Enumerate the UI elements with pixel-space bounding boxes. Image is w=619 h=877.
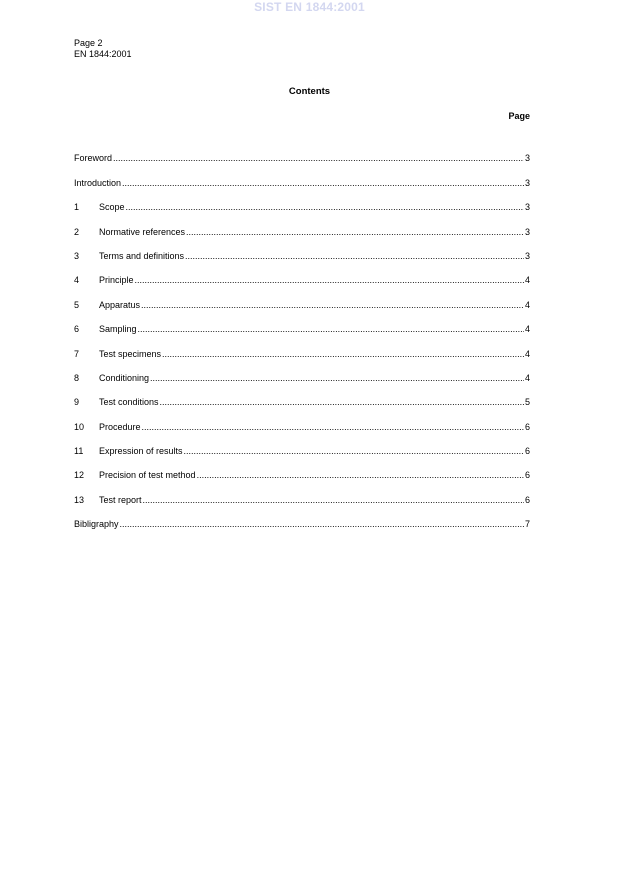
toc-entry-label: Scope xyxy=(99,202,125,213)
toc-entry-number: 11 xyxy=(74,446,84,457)
toc-entry-page: 3 xyxy=(524,202,530,213)
toc-entry-number: 5 xyxy=(74,299,80,310)
toc-entry-label: Foreword xyxy=(74,153,113,164)
toc-dot-leader xyxy=(138,324,524,335)
toc-entry-number: 8 xyxy=(74,372,80,383)
toc-entry-page: 4 xyxy=(524,372,530,383)
toc-dot-leader xyxy=(122,178,524,189)
toc-entry-page: 4 xyxy=(524,348,530,359)
toc-dot-leader xyxy=(150,373,524,384)
toc-entry-label: Precision of test method xyxy=(99,470,196,481)
toc-dot-leader xyxy=(142,422,524,433)
toc-entry-number: 9 xyxy=(74,397,80,408)
toc-entry[interactable] xyxy=(74,262,530,286)
toc-dot-leader xyxy=(185,251,524,262)
toc-entry-label: Expression of results xyxy=(99,446,183,457)
toc-entry[interactable] xyxy=(74,384,530,408)
toc-entry-number: 10 xyxy=(74,421,85,432)
toc-dot-leader xyxy=(143,495,524,506)
toc-entry-number: 3 xyxy=(74,250,80,261)
toc-dot-leader xyxy=(120,519,524,530)
toc-entry-number: 7 xyxy=(74,348,80,359)
toc-entry-page: 5 xyxy=(524,397,530,408)
toc-entry[interactable] xyxy=(74,213,530,237)
toc-entry-label: Principle xyxy=(99,275,134,286)
toc-entry-number: 12 xyxy=(74,470,85,481)
toc-dot-leader xyxy=(113,153,524,164)
toc-entry-number: 13 xyxy=(74,494,85,505)
toc-dot-leader xyxy=(141,300,524,311)
toc-entry[interactable] xyxy=(74,164,530,188)
toc-entry[interactable] xyxy=(74,335,530,359)
toc-dot-leader xyxy=(135,275,524,286)
toc-dot-leader xyxy=(197,470,524,481)
toc-entry-page: 3 xyxy=(524,177,530,188)
table-of-contents xyxy=(74,140,530,530)
toc-entry-page: 4 xyxy=(524,275,530,286)
toc-entry-number: 2 xyxy=(74,226,80,237)
toc-entry-page: 3 xyxy=(524,226,530,237)
toc-entry[interactable] xyxy=(74,189,530,213)
toc-dot-leader xyxy=(126,202,524,213)
toc-entry-label: Test specimens xyxy=(99,348,162,359)
toc-dot-leader xyxy=(162,349,524,360)
toc-entry-label: Terms and definitions xyxy=(99,250,185,261)
toc-entry-label: Test conditions xyxy=(99,397,159,408)
toc-title: Contents xyxy=(288,86,331,97)
toc-entry[interactable] xyxy=(74,360,530,384)
toc-entry-number: 1 xyxy=(74,202,80,213)
toc-entry-number: 6 xyxy=(74,324,80,335)
toc-entry-page: 3 xyxy=(524,250,530,261)
toc-dot-leader xyxy=(186,227,524,238)
standard-id: EN 1844:2001 xyxy=(74,49,132,59)
toc-entry-label: Test report xyxy=(99,494,142,505)
toc-entry-number: 4 xyxy=(74,275,80,286)
toc-entry[interactable] xyxy=(74,408,530,432)
toc-entry[interactable] xyxy=(74,140,530,164)
toc-entry[interactable] xyxy=(74,457,530,481)
page-number-label: Page 2 xyxy=(74,38,103,48)
toc-entry-page: 7 xyxy=(524,519,530,530)
toc-entry-page: 6 xyxy=(524,494,530,505)
toc-entry-label: Sampling xyxy=(99,324,137,335)
toc-entry-label: Introduction xyxy=(74,177,122,188)
toc-entry-page: 3 xyxy=(524,153,530,164)
page-header xyxy=(74,38,132,60)
toc-entry-label: Normative references xyxy=(99,226,186,237)
toc-entry-page: 6 xyxy=(524,421,530,432)
toc-entry-label: Bibligraphy xyxy=(74,519,119,530)
toc-entry-page: 4 xyxy=(524,324,530,335)
toc-entry-label: Procedure xyxy=(99,421,141,432)
toc-entry[interactable] xyxy=(74,481,530,505)
toc-entry[interactable] xyxy=(74,311,530,335)
toc-page-column-label: Page xyxy=(508,111,530,121)
toc-entry-label: Conditioning xyxy=(99,372,150,383)
toc-dot-leader xyxy=(160,397,524,408)
watermark: SIST EN 1844:2001 xyxy=(254,0,365,14)
toc-entry[interactable] xyxy=(74,238,530,262)
toc-entry[interactable] xyxy=(74,286,530,310)
toc-entry[interactable] xyxy=(74,433,530,457)
toc-entry-page: 6 xyxy=(524,446,530,457)
toc-dot-leader xyxy=(184,446,524,457)
toc-entry-page: 4 xyxy=(524,299,530,310)
toc-entry[interactable] xyxy=(74,506,530,530)
toc-entry-page: 6 xyxy=(524,470,530,481)
toc-entry-label: Apparatus xyxy=(99,299,141,310)
